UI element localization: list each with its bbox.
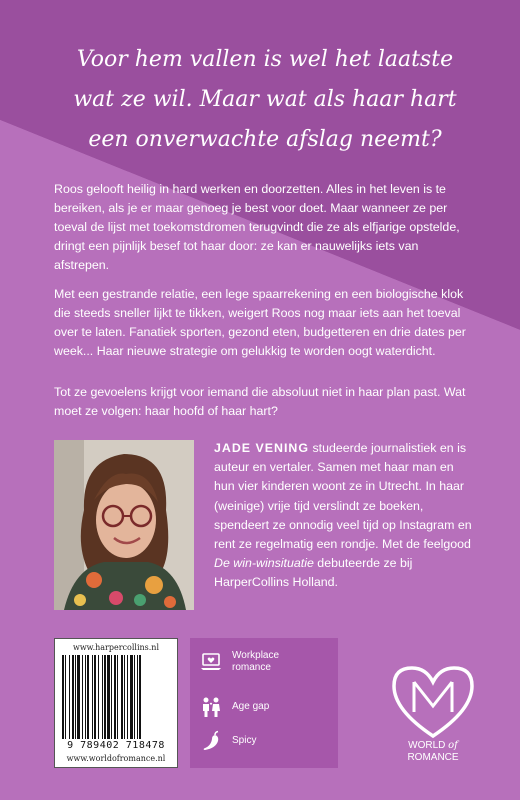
tagline-line: wat ze wil. Maar wat als haar hart [73,87,457,112]
logo-wordmark [380,740,486,764]
trope-item [200,696,312,718]
author-bio-text: studeerde journalistiek en is auteur en vertaler. Samen met haar man en hun vier kinderen woont ze in Utrecht. In haar (weinige) vrije tijd verslindt ze boeken, spendeert ze onnodig veel tijd op Instagram en rent ze regelmatig een rondje. Met de feelgood [214,441,472,552]
book-title: De win-winsituatie [214,556,314,571]
publisher-url: www.harpercollins.nl [72,643,160,652]
blurb-paragraph-2: Met een gestrande relatie, een lege spaarrekening en een biologische klok die steeds sneller lijkt te tikken, weigert Roos nog maar iets aan het toeval over te laten. Fanatiek sporten, gezond eten, budgetteren en drie dates per week... Haar nieuwe strategie om gelukkig te worden oogt waterdicht. [54,287,466,358]
tagline [40,40,490,160]
tropes-panel [190,638,338,768]
author-bio-text: debuteerde ze bij HarperCollins Holland. [214,556,413,590]
barcode [61,655,173,739]
isbn-number: 9 789402 718478 [67,740,165,751]
chili-pepper-icon [200,730,222,752]
logo-word: of [448,740,458,751]
trope-item [200,650,312,674]
blurb-paragraph-3: Tot ze gevoelens krijgt voor iemand die absoluut niet in haar plan past. Wat moet ze volgen: haar hoofd of haar hart? [54,385,466,418]
trope-item [200,730,312,752]
logo-word: ROMANCE [407,752,459,763]
tagline-line: Voor hem vallen is wel het laatste [76,47,454,72]
series-url: www.worldofromance.nl [66,754,166,763]
trope-label: Age gap [232,701,270,712]
logo-word: WORLD [408,740,449,751]
barcode-panel [54,638,178,768]
laptop-heart-icon [200,651,222,673]
trope-label: Workplace romance [232,650,280,673]
trope-label: Spicy [232,735,257,746]
blurb-paragraph-1: Roos gelooft heilig in hard werken en doorzetten. Alles in het leven is te bereiken, als je er maar genoeg je best voor doet. Maar wanneer ze per toeval de lijst met toekomstdromen terugvindt die ze als elfjarige opstelde, dringt een pijnlijk besef tot haar door: ze kan er nauwelijks iets van afstrepen. [54,182,460,272]
couple-icon [200,696,222,718]
author-name: JADE VENING [214,441,309,455]
author-bio [214,439,476,593]
author-photo [54,440,194,610]
tagline-line: een onverwachte afslag neemt? [88,127,442,152]
